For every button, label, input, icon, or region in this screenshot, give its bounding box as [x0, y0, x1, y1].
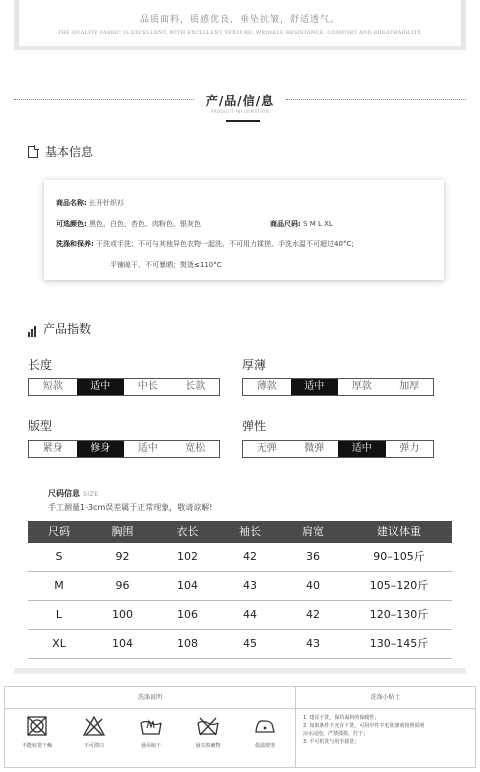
colors-label: 可选颜色: — [56, 220, 87, 228]
care-label: 悬吊晾干 — [140, 743, 161, 749]
care-item — [239, 715, 291, 749]
basic-info-title: 基本信息 — [45, 145, 94, 159]
column-header: 胸围 — [111, 525, 134, 538]
table-cell: 105–120斤 — [369, 579, 429, 592]
care-value-line2: 平铺晾干、不可暴晒；熨烫≤110°C — [110, 261, 222, 269]
index-scale-length — [28, 378, 220, 396]
care-tip: 2. 如果条件不允许干洗，可用中性羊毛洗涤剂按照说明 — [303, 723, 425, 729]
index-option: 修身 — [77, 441, 125, 457]
top-banner — [14, 0, 466, 50]
table-cell: 100 — [112, 608, 133, 621]
index-option: 弹力 — [399, 443, 420, 454]
care-row — [56, 239, 354, 249]
product-name-value: 长开针织衫 — [89, 199, 125, 207]
table-cell: 44 — [243, 608, 257, 621]
index-option: 紧身 — [42, 443, 63, 454]
size-table-header — [28, 521, 452, 543]
index-option: 适中 — [338, 441, 386, 457]
care-item — [11, 715, 63, 749]
care-tips — [303, 714, 473, 746]
care-item — [125, 715, 177, 749]
bar-chart-icon — [28, 326, 37, 337]
section-subtitle: PRODUCT INFORMATION — [210, 109, 270, 114]
index-option: 厚款 — [351, 381, 372, 392]
index-scale-thickness — [242, 378, 434, 396]
table-cell: XL — [52, 637, 66, 650]
colors-value: 黑色、白色、杏色、肉粉色、银灰色 — [89, 220, 202, 228]
index-label-length: 长度 — [28, 358, 53, 372]
care-label: 低温熨烫 — [254, 743, 275, 749]
banner-panel — [19, 0, 461, 46]
care-tip: 1. 建议干洗，保持面料的保暖性； — [303, 715, 380, 721]
care-tips-title: 洗涤小贴士 — [296, 687, 475, 709]
product-index-heading — [28, 320, 91, 337]
hand-wash-icon — [139, 715, 163, 737]
size-info-title: 尺码信息 — [48, 489, 80, 498]
index-option: 薄款 — [256, 381, 277, 392]
size-note: 手工测量1-3cm误差属于正常现象，敬请谅解! — [48, 503, 213, 512]
table-cell: 104 — [177, 579, 198, 592]
size-label: 商品尺码: — [270, 220, 301, 228]
no-bleach-icon — [82, 715, 106, 737]
care-label: 不可漂白 — [83, 743, 104, 749]
column-header: 尺码 — [48, 525, 70, 538]
index-label-thickness: 厚薄 — [242, 358, 267, 372]
care-item — [182, 715, 234, 749]
index-option: 无弹 — [256, 443, 277, 454]
document-icon — [28, 146, 38, 158]
basic-info-heading — [28, 143, 93, 160]
index-scale-elasticity — [242, 440, 434, 458]
table-cell: 92 — [115, 550, 130, 563]
table-cell: M — [54, 579, 64, 592]
colors-row — [56, 219, 201, 229]
column-header: 衣长 — [176, 525, 199, 538]
table-row — [28, 630, 452, 659]
table-cell: 45 — [243, 637, 257, 650]
index-label-fit: 版型 — [28, 419, 53, 433]
banner-slogan-en: THE QUALITY FABRIC IS EXCELLENT, WITH EXCELLENT TEXTURE, WRINKLE RESISTANCE, COMFORT AND BREATHABILITY. — [57, 30, 423, 36]
product-index-title: 产品指数 — [43, 322, 92, 336]
table-cell: L — [55, 608, 63, 621]
table-cell: 42 — [306, 608, 320, 621]
table-cell: 36 — [306, 550, 320, 563]
index-option: 适中 — [137, 443, 158, 454]
table-cell: 90–105斤 — [373, 550, 425, 563]
care-value-line1: 干洗或手洗；不可与其他异色衣物一起洗、不可用力揉搓、手洗水温不可超过40°C; — [96, 240, 354, 248]
index-option: 宽松 — [185, 443, 206, 454]
care-label: 不能转笼干燥 — [21, 743, 52, 749]
index-option: 适中 — [77, 379, 125, 395]
product-name-row — [56, 198, 124, 208]
table-cell: 96 — [115, 579, 130, 592]
product-name-label: 商品名称: — [56, 199, 87, 207]
care-instructions-title: 洗涤说明 — [5, 687, 295, 709]
index-option: 微弹 — [304, 443, 325, 454]
index-option: 长款 — [185, 381, 206, 392]
column-header: 袖长 — [239, 525, 261, 538]
index-scale-fit — [28, 440, 220, 458]
care-label: 悬尖锐硬物 — [195, 743, 221, 749]
table-cell: 102 — [177, 550, 198, 563]
table-row — [28, 572, 452, 601]
index-option: 加厚 — [399, 381, 420, 392]
index-option: 中长 — [137, 381, 158, 392]
low-iron-icon — [253, 715, 277, 737]
column-header: 肩宽 — [302, 525, 324, 538]
index-label-elasticity: 弹性 — [242, 419, 267, 433]
table-cell: 106 — [177, 608, 198, 621]
index-option: 适中 — [291, 379, 339, 395]
table-row — [28, 543, 452, 572]
size-table — [28, 521, 452, 659]
care-icons — [11, 715, 291, 749]
care-section — [4, 686, 476, 768]
care-label: 洗涤和保养: — [56, 240, 94, 248]
size-info-title-en: SIZE — [83, 491, 99, 498]
table-cell: 42 — [243, 550, 257, 563]
table-cell: S — [55, 550, 63, 563]
table-cell: 108 — [177, 637, 198, 650]
section-shade — [14, 668, 466, 674]
table-cell: 43 — [243, 579, 257, 592]
size-value: S M L XL — [303, 220, 333, 228]
section-title: 产/品/信/息 — [205, 94, 275, 108]
size-info-heading — [48, 488, 98, 499]
table-row — [28, 601, 452, 630]
no-tumble-dry-icon — [25, 715, 49, 737]
size-row — [270, 219, 333, 229]
column-header: 建议体重 — [377, 525, 421, 538]
table-cell: 40 — [306, 579, 320, 592]
care-divider — [295, 687, 296, 767]
index-option: 短款 — [42, 381, 63, 392]
care-item — [68, 715, 120, 749]
table-cell: 104 — [112, 637, 133, 650]
no-wring-icon — [196, 715, 220, 737]
section-underline — [226, 120, 260, 122]
table-cell: 120–130斤 — [369, 608, 429, 621]
basic-info-card — [44, 180, 444, 280]
banner-slogan: 品质面料，质感优良，垂坠抗皱，舒适透气。 — [139, 15, 340, 25]
table-cell: 130–145斤 — [369, 637, 429, 650]
care-tip: 3. 不可机洗与用手搓洗； — [303, 739, 360, 745]
care-tip: 凉水浸泡，严禁揉搓、拧干； — [303, 731, 369, 737]
table-cell: 43 — [306, 637, 320, 650]
care-row-2 — [110, 260, 222, 270]
